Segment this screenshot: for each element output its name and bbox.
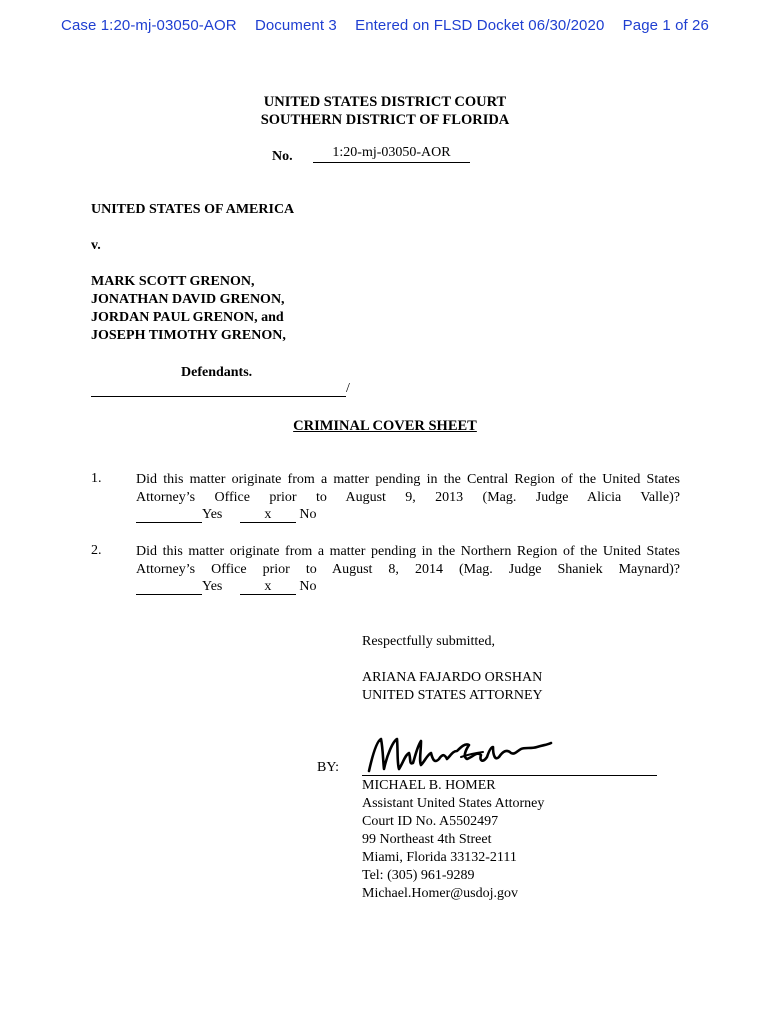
question-line: Attorney’s Office prior to August 9, 2013 (Mag. Judge Alicia Valle)? bbox=[136, 490, 680, 505]
case-no-label: No. bbox=[272, 149, 293, 164]
defendants-list bbox=[91, 273, 286, 345]
question-number: 1. bbox=[91, 471, 102, 486]
signer-name: MICHAEL B. HOMER bbox=[362, 778, 496, 793]
yes-blank bbox=[136, 579, 202, 595]
caption-divider bbox=[91, 381, 350, 397]
signer-email: Michael.Homer@usdoj.gov bbox=[362, 886, 518, 901]
no-label: No bbox=[299, 579, 317, 594]
court-heading bbox=[0, 93, 770, 129]
question-answer bbox=[136, 579, 317, 595]
signature-line bbox=[362, 775, 657, 776]
yes-blank bbox=[136, 507, 202, 523]
question-text bbox=[136, 543, 680, 579]
defendant-name: JOSEPH TIMOTHY GRENON, bbox=[91, 328, 286, 343]
caption-divider-slash: / bbox=[346, 381, 350, 396]
signer-court-id: Court ID No. A5502497 bbox=[362, 814, 499, 829]
docket-header bbox=[0, 17, 770, 34]
defendant-name: MARK SCOTT GRENON, bbox=[91, 274, 255, 289]
case-no-value: 1:20-mj-03050-AOR bbox=[313, 145, 470, 163]
signature-graphic bbox=[365, 733, 555, 777]
caption-divider-line bbox=[91, 381, 346, 397]
closing-text: Respectfully submitted, bbox=[362, 634, 495, 649]
yes-label: Yes bbox=[202, 507, 223, 522]
attorney-title: UNITED STATES ATTORNEY bbox=[362, 688, 543, 703]
question-line: Attorney’s Office prior to August 8, 2014 (Mag. Judge Shaniek Maynard)? bbox=[136, 562, 680, 577]
attorney-name: ARIANA FAJARDO ORSHAN bbox=[362, 670, 543, 685]
signer-city: Miami, Florida 33132-2111 bbox=[362, 850, 517, 865]
plaintiff-name: UNITED STATES OF AMERICA bbox=[91, 202, 295, 217]
no-label: No bbox=[299, 507, 317, 522]
document-number-stamp: Document 3 bbox=[254, 17, 337, 34]
by-label: BY: bbox=[317, 760, 340, 775]
question-line: Did this matter originate from a matter pending in the Northern Region of the United States bbox=[136, 544, 680, 559]
question-text bbox=[136, 471, 680, 507]
no-blank: x bbox=[240, 579, 296, 595]
defendant-name: JORDAN PAUL GRENON, and bbox=[91, 310, 284, 325]
defendants-label: Defendants. bbox=[181, 365, 253, 380]
case-number-stamp: Case 1:20-mj-03050-AOR bbox=[61, 17, 237, 34]
no-blank: x bbox=[240, 507, 296, 523]
document-title: CRIMINAL COVER SHEET bbox=[293, 418, 477, 434]
yes-label: Yes bbox=[202, 579, 223, 594]
defendant-name: JONATHAN DAVID GRENON, bbox=[91, 292, 285, 307]
entered-docket-stamp: Entered on FLSD Docket 06/30/2020 bbox=[355, 17, 605, 34]
court-name: UNITED STATES DISTRICT COURT bbox=[263, 94, 507, 110]
signer-title: Assistant United States Attorney bbox=[362, 796, 545, 811]
page-number-stamp: Page 1 of 26 bbox=[622, 17, 709, 34]
signer-phone: Tel: (305) 961-9289 bbox=[362, 868, 475, 883]
attorney-block bbox=[362, 669, 543, 705]
court-district: SOUTHERN DISTRICT OF FLORIDA bbox=[260, 112, 510, 128]
question-answer bbox=[136, 507, 317, 523]
signer-details bbox=[362, 777, 544, 903]
signer-street: 99 Northeast 4th Street bbox=[362, 832, 492, 847]
versus-label: v. bbox=[91, 238, 101, 253]
question-line: Did this matter originate from a matter pending in the Central Region of the United States bbox=[136, 472, 680, 487]
question-number: 2. bbox=[91, 543, 102, 558]
